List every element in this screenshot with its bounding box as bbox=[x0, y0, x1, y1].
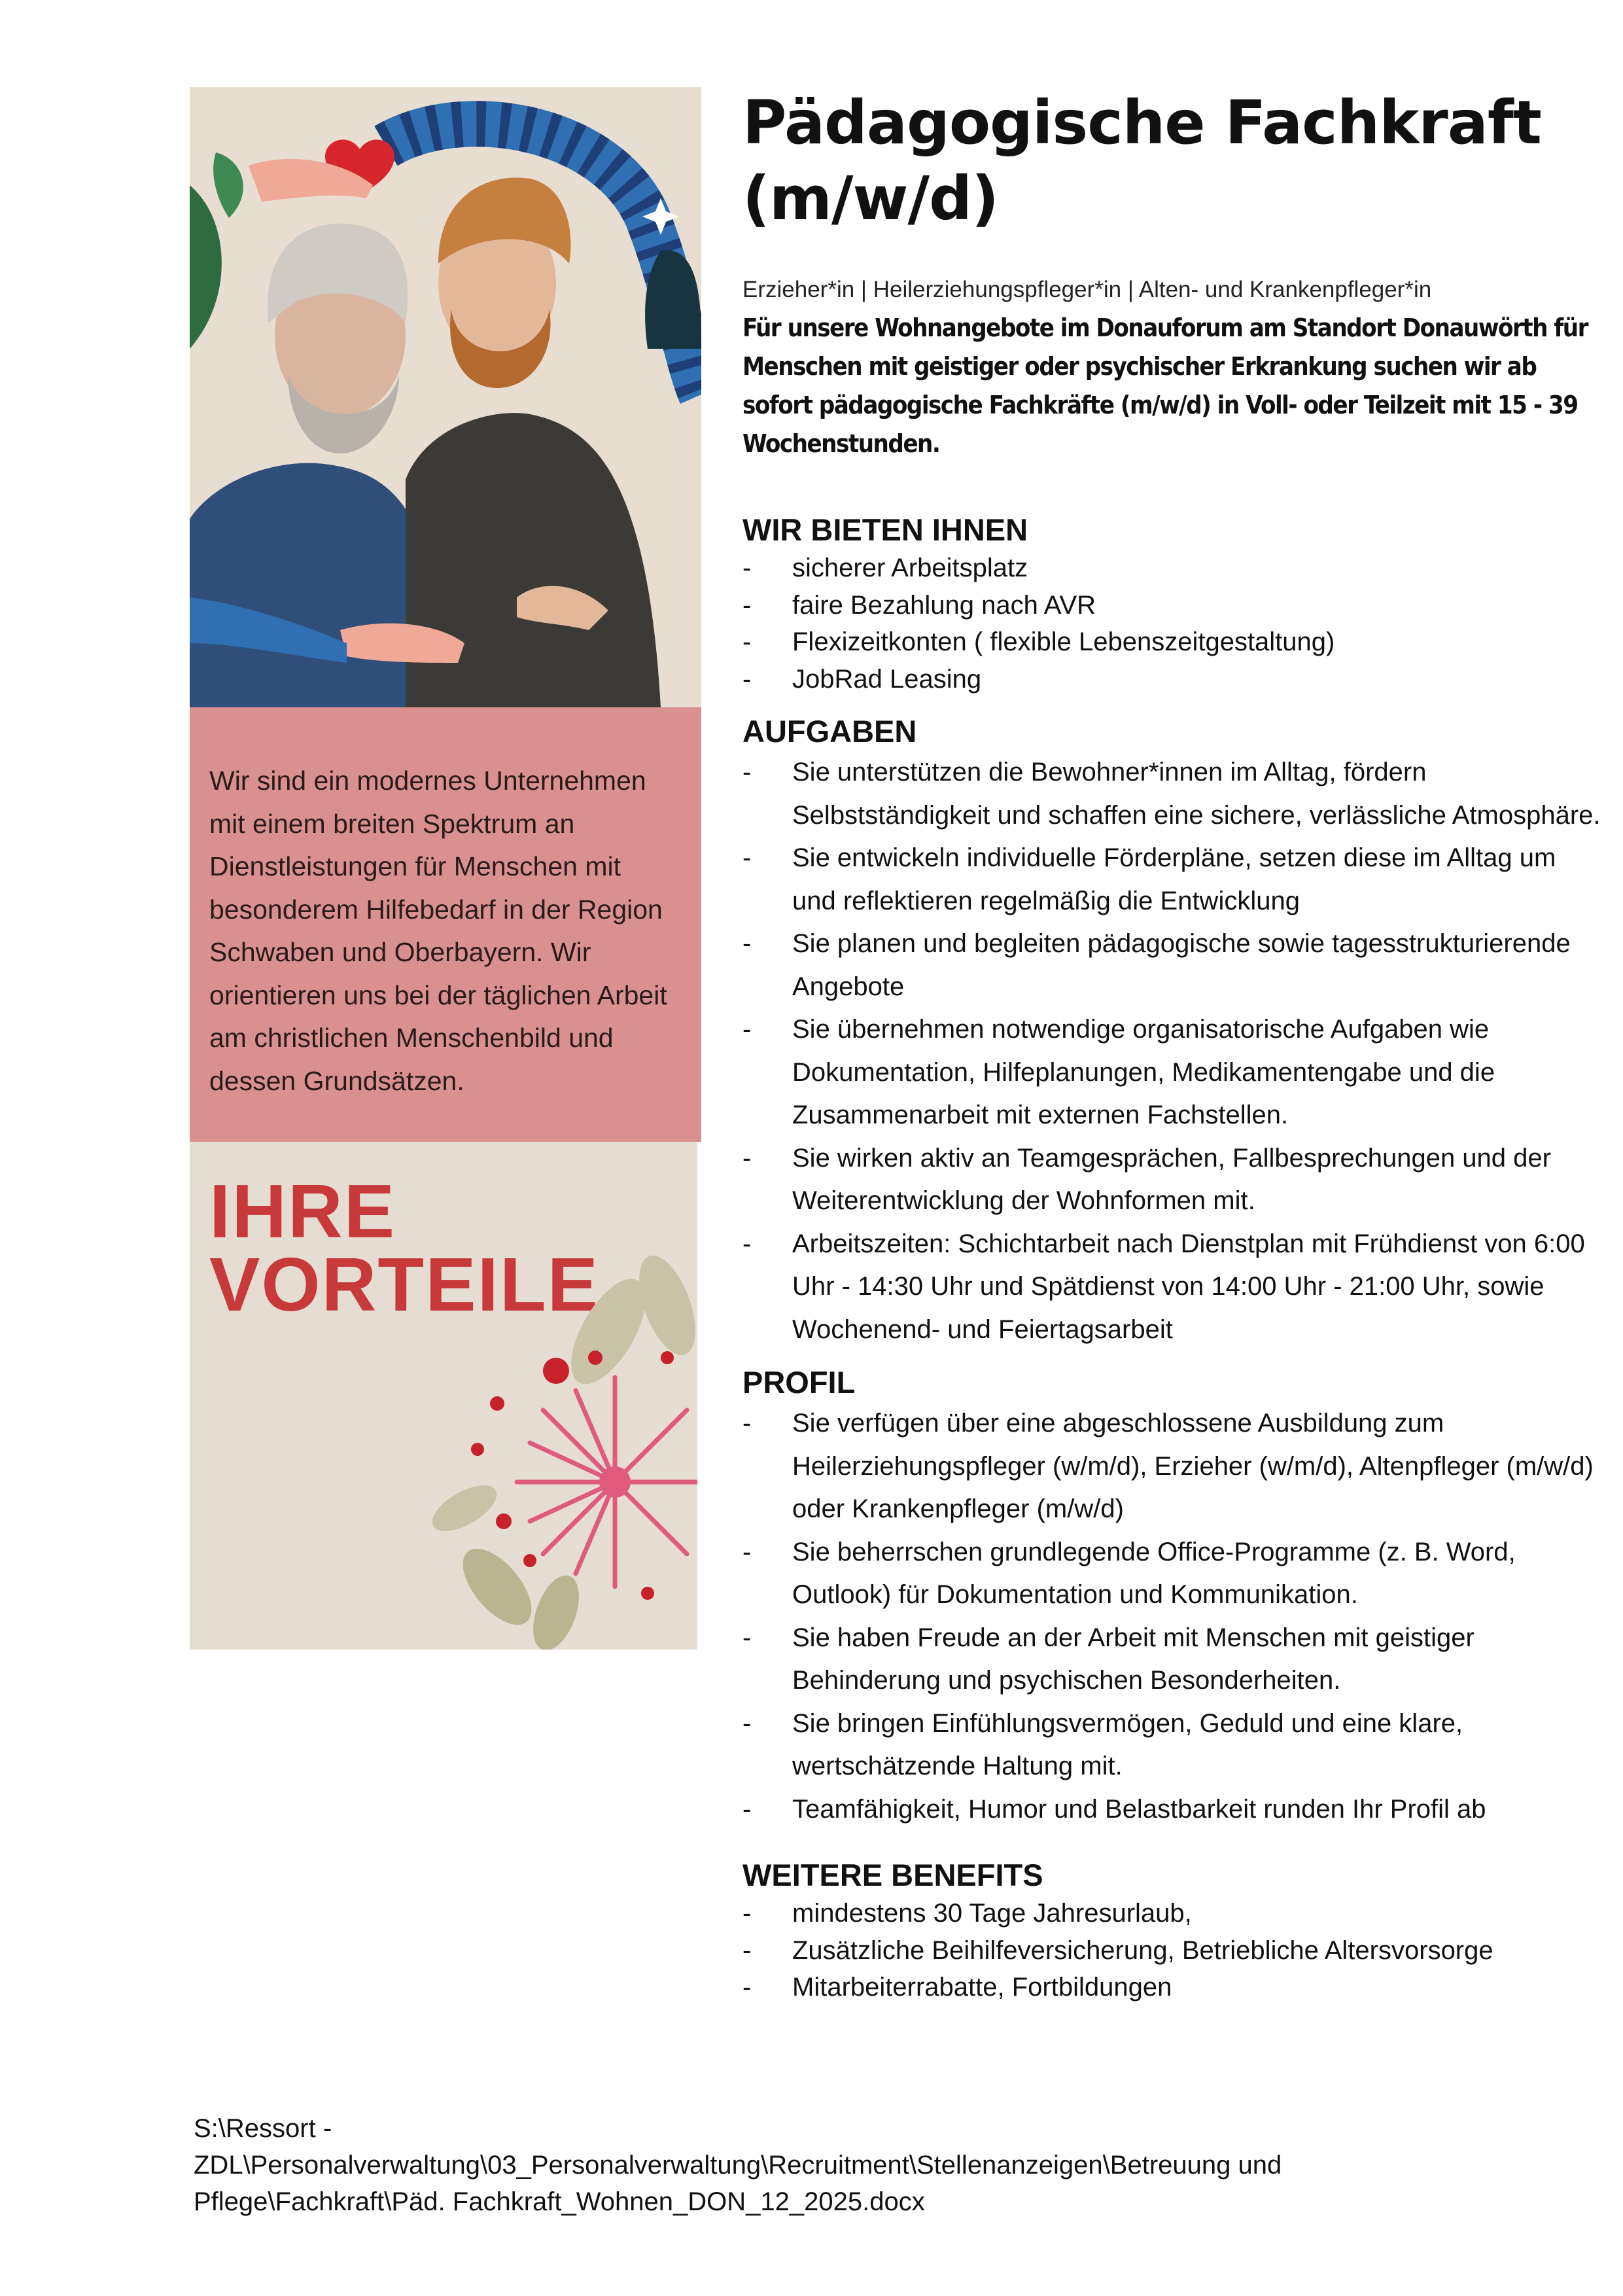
list-item: - Zusätzliche Beihilfeversicherung, Betriebliche Altersvorsorge bbox=[742, 1932, 1606, 1969]
section-profil bbox=[742, 1363, 1606, 1831]
benefits-list bbox=[742, 1895, 1606, 2006]
section-aufgaben bbox=[742, 712, 1606, 1351]
section-heading: WIR BIETEN IHNEN bbox=[742, 512, 1028, 547]
profil-list bbox=[742, 1402, 1606, 1831]
list-item: - Teamfähigkeit, Humor und Belastbarkeit runden Ihr Profil ab bbox=[742, 1788, 1606, 1831]
flower-decoration-icon bbox=[190, 1142, 697, 1650]
list-item: - Sie unterstützen die Bewohner*innen im Alltag, fördern Selbstständigkeit und schaffen eine sichere, verlässliche Atmosphäre. bbox=[742, 751, 1606, 837]
job-title bbox=[742, 85, 1606, 237]
team-photo bbox=[190, 87, 701, 707]
list-item: - faire Bezahlung nach AVR bbox=[742, 587, 1606, 624]
aufgaben-list bbox=[742, 751, 1606, 1351]
section-wir-bieten bbox=[742, 510, 1606, 698]
list-item: - Sie verfügen über eine abgeschlossene Ausbildung zum Heilerziehungspfleger (w/m/d), Erzieher (w/m/d), Altenpfleger (m/w/d) oder Krankenpfleger (m/w/d) bbox=[742, 1402, 1606, 1531]
vorteile-graphic bbox=[190, 1142, 697, 1650]
main-content bbox=[742, 85, 1606, 2006]
footer-line: Pflege\Fachkraft\Päd. Fachkraft_Wohnen_DON_12_2025.docx bbox=[194, 2187, 925, 2216]
section-heading: AUFGABEN bbox=[742, 714, 917, 749]
list-item: - Sie planen und begleiten pädagogische sowie tagesstrukturierende Angebote bbox=[742, 923, 1606, 1008]
file-path-footer bbox=[194, 2110, 1437, 2220]
vorteile-line2: VORTEILE bbox=[209, 1242, 600, 1327]
list-item: - Sie beherrschen grundlegende Office-Programme (z. B. Word, Outlook) für Dokumentation und Kommunikation. bbox=[742, 1531, 1606, 1617]
list-item: - Mitarbeiterrabatte, Fortbildungen bbox=[742, 1969, 1606, 2006]
lead-paragraph: Für unsere Wohnangebote im Donauforum am Standort Donauwörth für Menschen mit geistiger oder psychischer Erkrankung suchen wir ab sofort pädagogische Fachkräfte (m/w/d) in Voll- oder Teilzeit mit 15 - 39 Wochenstunden. bbox=[742, 313, 1588, 458]
vorteile-line1: IHRE bbox=[209, 1169, 396, 1254]
job-title-line2: (m/w/d) bbox=[742, 164, 999, 234]
list-item: - sicherer Arbeitsplatz bbox=[742, 550, 1606, 587]
list-item: - Flexizeitkonten ( flexible Lebenszeitgestaltung) bbox=[742, 624, 1606, 661]
footer-line: ZDL\Personalverwaltung\03_Personalverwaltung\Recruitment\Stellenanzeigen\Betreuung und bbox=[194, 2151, 1282, 2180]
company-intro-text: Wir sind ein modernes Unternehmen mit einem breiten Spektrum an Dienstleistungen für Menschen mit besonderem Hilfebedarf in der Region Schwaben und Oberbayern. Wir orientieren uns bei der täglichen Arbeit am christlichen Menschenbild und dessen Grundsätzen. bbox=[209, 766, 667, 1096]
footer-line: S:\Ressort - bbox=[194, 2114, 332, 2143]
list-item: - Sie wirken aktiv an Teamgesprächen, Fallbesprechungen und der Weiterentwicklung der Wohnformen mit. bbox=[742, 1137, 1606, 1223]
team-illustration bbox=[190, 87, 701, 707]
list-item: - Arbeitszeiten: Schichtarbeit nach Dienstplan mit Frühdienst von 6:00 Uhr - 14:30 Uhr und Spätdienst von 14:00 Uhr - 21:00 Uhr, sowie Wochenend- und Feiertagsarbeit bbox=[742, 1223, 1606, 1352]
bieten-list bbox=[742, 550, 1606, 698]
job-title-line1: Pädagogische Fachkraft bbox=[742, 88, 1541, 158]
company-intro-box bbox=[190, 707, 701, 1142]
list-item: - JobRad Leasing bbox=[742, 661, 1606, 698]
list-item: - Sie entwickeln individuelle Förderpläne, setzen diese im Alltag um und reflektieren regelmäßig die Entwicklung bbox=[742, 837, 1606, 923]
list-item: - mindestens 30 Tage Jahresurlaub, bbox=[742, 1895, 1606, 1932]
list-item: - Sie bringen Einfühlungsvermögen, Geduld und eine klare, wertschätzende Haltung mit. bbox=[742, 1703, 1606, 1788]
roles-line: Erzieher*in | Heilerziehungspfleger*in | Alten- und Krankenpfleger*in bbox=[742, 277, 1432, 302]
section-heading: WEITERE BENEFITS bbox=[742, 1858, 1043, 1892]
section-weitere-benefits bbox=[742, 1856, 1606, 2006]
list-item: - Sie haben Freude an der Arbeit mit Menschen mit geistiger Behinderung und psychischen Besonderheiten. bbox=[742, 1617, 1606, 1703]
list-item: - Sie übernehmen notwendige organisatorische Aufgaben wie Dokumentation, Hilfeplanungen, Medikamentengabe und die Zusammenarbeit mit externen Fachstellen. bbox=[742, 1008, 1606, 1137]
section-heading: PROFIL bbox=[742, 1365, 856, 1400]
